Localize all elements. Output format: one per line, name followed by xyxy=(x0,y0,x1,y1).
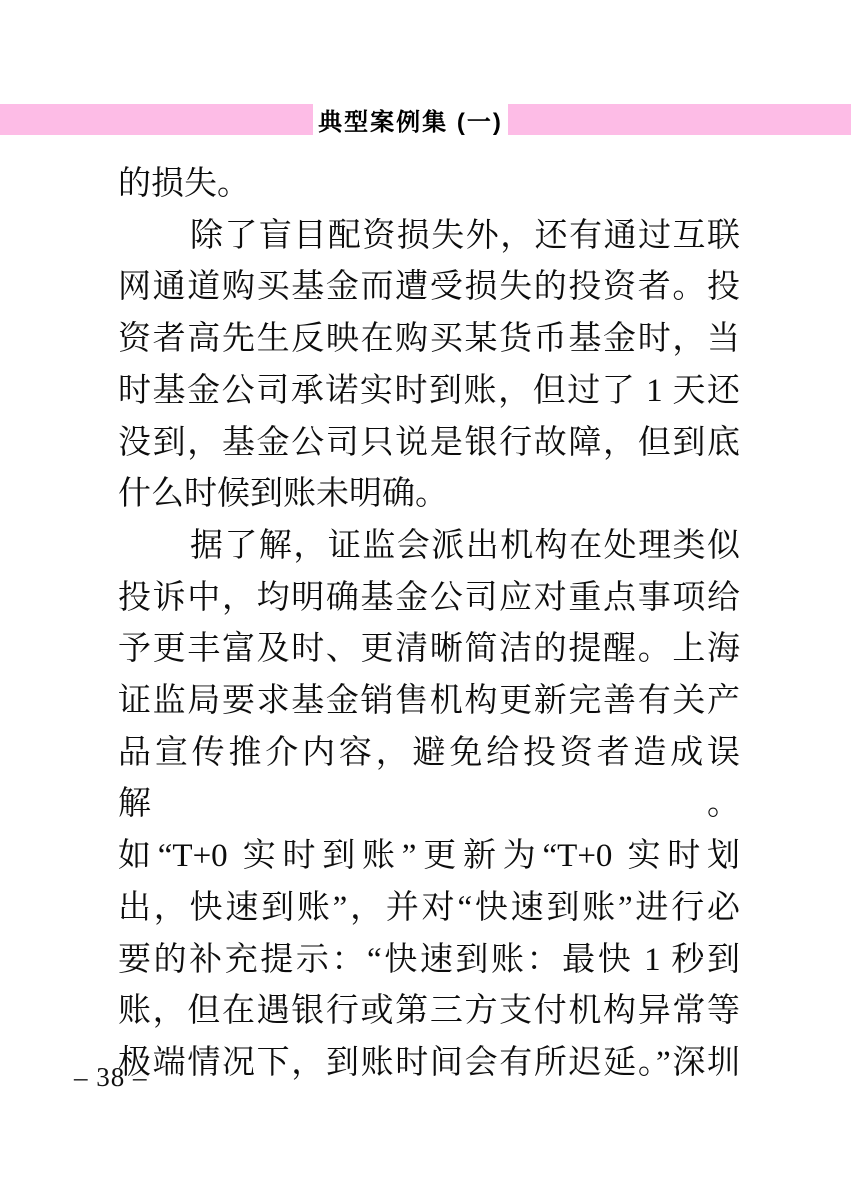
text-line: 什么时候到账未明确。 xyxy=(118,476,448,513)
text-line: 网通道购买基金而遭受损失的投资者。投 xyxy=(118,269,740,306)
text-line: 予更丰富及时、更清晰简洁的提醒。上海 xyxy=(118,631,740,668)
page-number: – 38 – xyxy=(74,1062,148,1092)
running-head-title: 典型案例集 (一) xyxy=(313,104,508,135)
text-line: 资者高先生反映在购买某货币基金时，当 xyxy=(118,321,740,358)
text-line: 品宣传推介内容，避免给投资者造成误解。 xyxy=(118,734,740,823)
text-line: 投诉中，均明确基金公司应对重点事项给 xyxy=(118,579,740,616)
text-line: 没到，基金公司只说是银行故障，但到底 xyxy=(118,424,740,461)
text-line: 出，快速到账”，并对“快速到账”进行必 xyxy=(118,889,740,926)
text-line: 如“T+0 实时到账”更新为“T+0 实时划 xyxy=(118,838,740,875)
text-line: 据了解，证监会派出机构在处理类似 xyxy=(190,527,740,564)
text-line: 账，但在遇银行或第三方支付机构异常等 xyxy=(118,993,740,1030)
text-line: 除了盲目配资损失外，还有通过互联 xyxy=(190,217,740,254)
text-line: 时基金公司承诺实时到账，但过了 1 天还 xyxy=(118,372,740,409)
text-line: 极端情况下，到账时间会有所迟延。”深圳 xyxy=(118,1044,740,1081)
page-body-text xyxy=(118,159,740,1090)
text-line: 的损失。 xyxy=(118,166,250,202)
text-line: 证监局要求基金销售机构更新完善有关产 xyxy=(118,683,740,720)
header-band-left xyxy=(0,104,313,135)
header-band-right xyxy=(508,104,851,135)
text-line: 要的补充提示：“快速到账：最快 1 秒到 xyxy=(118,941,740,978)
running-head xyxy=(0,104,851,135)
